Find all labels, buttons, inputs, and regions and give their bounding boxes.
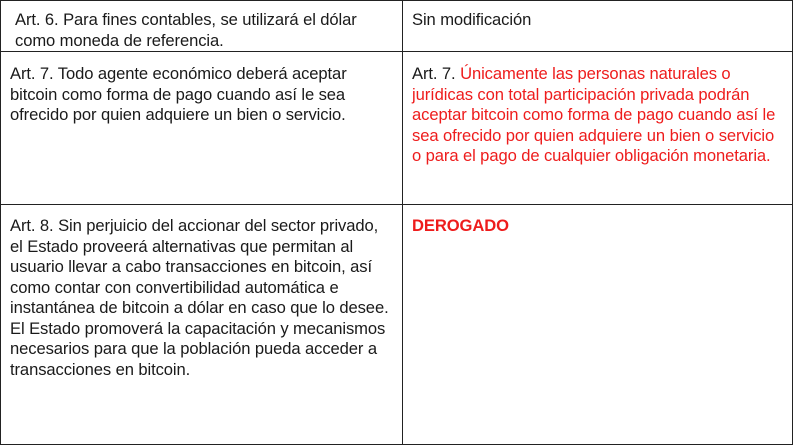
reform-text-cell [403, 52, 793, 205]
reform-article-prefix: Art. 7. [412, 64, 461, 83]
original-text-cell [1, 205, 403, 445]
table-row-art-6 [1, 1, 793, 52]
reform-text: Únicamente las personas naturales o jurídicas con total participación privada podrán aceptar bitcoin como forma de pago cuando así le sea ofrecido por quien adquiere un bien o servicio o para el pago de cualquier obligación monetaria. [412, 64, 776, 165]
reform-text-cell [403, 205, 793, 445]
reform-text-cell [403, 1, 793, 52]
reform-text: Sin modificación [412, 10, 532, 29]
table-row-art-8 [1, 205, 793, 445]
table-row-art-7 [1, 52, 793, 205]
reform-status-derogado: DEROGADO [412, 216, 509, 235]
original-text: Art. 7. Todo agente económico deberá aceptar bitcoin como forma de pago cuando así le sea ofrecido por quien adquiere un bien o servicio. [10, 64, 347, 124]
original-text: Art. 8. Sin perjuicio del accionar del sector privado, el Estado proveerá alternativas que permitan al usuario llevar a cabo transacciones en bitcoin, así como contar con convertibilidad automática e instantánea de bitcoin a dólar en caso que lo desee. El Estado promoverá la capacitación y mecanismos necesarios para que la población pueda acceder a transacciones en bitcoin. [10, 216, 389, 379]
original-text-cell [1, 52, 403, 205]
original-text: Art. 6. Para fines contables, se utilizará el dólar como moneda de referencia. [15, 10, 357, 50]
original-text-cell [1, 1, 403, 52]
